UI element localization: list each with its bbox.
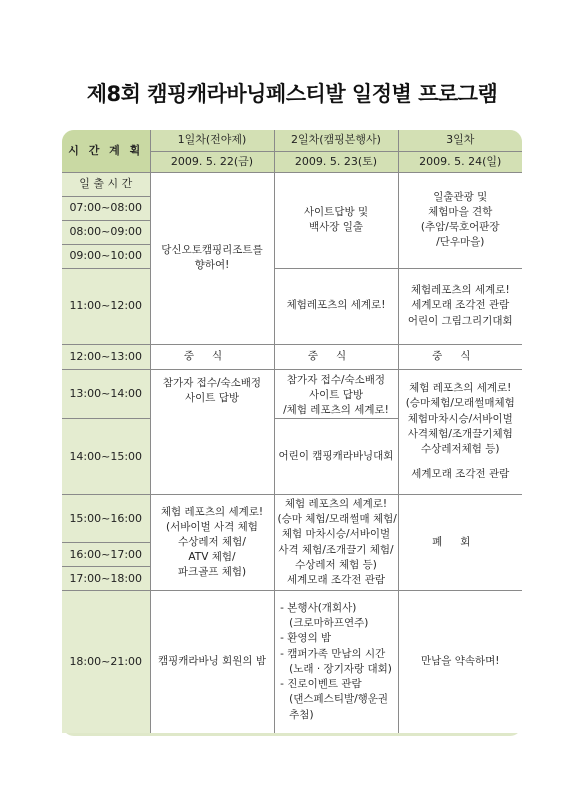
day3-header: 3일차 [398,130,522,151]
day2-activities-line: 체험 마차시승/서바이벌 [281,528,391,541]
day3-evening: 만남을 약속하며! [398,591,522,733]
day2-evening-line: - 환영의 밤 [280,632,332,645]
day2-activities-line: 사격 체험/조개끌기 체험/ [278,543,394,556]
day1-activities [150,495,274,591]
day3-lunch: 중식 [398,344,522,369]
day3-afternoon-line: (승마체험/모래썰매체험 [405,397,515,410]
schedule-table [62,130,522,733]
day2-activities-line: 체험 레포츠의 세계로! [284,498,388,510]
day2-mid-afternoon: 어린이 캠핑캐라바닝대회 [274,419,398,495]
day2-afternoon-line: 참가자 접수/숙소배정 [286,373,386,386]
day3-closing: 폐회 [398,495,522,591]
day2-afternoon [274,369,398,419]
day2-evening-line: - 진로이벤트 관람 [280,678,362,691]
day1-activities-line: (서바이벌 사격 체험 [166,520,258,533]
day2-late-morning: 체험레포츠의 세계로! [274,268,398,344]
time-slot: 일 출 시 간 [62,172,150,196]
day3-late-morning-line: 체험레포츠의 세계로! [410,284,510,297]
day1-activities-line: 체험 레포츠의 세계로! [160,505,264,518]
day1-afternoon-line: 참가자 접수/숙소배정 [162,376,262,389]
page-title: 제8회 캠핑캐라바닝페스티발 일정별 프로그램 [86,82,498,106]
time-slot: 15:00~16:00 [62,495,150,543]
time-slot: 17:00~18:00 [62,567,150,591]
time-slot: 18:00~21:00 [62,591,150,733]
schedule-header-label: 시 간 계 획 [62,130,150,172]
day3-afternoon-line: 체험 레포츠의 세계로! [409,382,512,395]
day3-afternoon-spacer [402,457,520,467]
time-slot: 13:00~14:00 [62,369,150,419]
day2-evening-line: (크로마하프연주) [289,617,369,630]
day3-early [398,172,522,268]
day3-afternoon-line: 사격체험/조개끌기체험 [407,427,513,440]
day2-early [274,172,398,268]
day2-early-line: 사이트답방 및 [303,205,369,218]
day3-early-line: 체험마을 견학 [428,205,493,218]
day2-evening-line: 추첨) [289,708,314,721]
day2-evening-line: - 본행사(개회사) [280,602,357,615]
time-slot: 07:00~08:00 [62,196,150,220]
day2-activities-line: (승마 체험/모래썰매 체험/ [277,513,397,526]
day3-early-line: 일출관광 및 [433,190,488,203]
day1-afternoon [150,369,274,495]
day1-date: 2009. 5. 22(금) [150,151,274,172]
day2-date: 2009. 5. 23(토) [274,151,398,172]
day3-afternoon-line: 체험마차시승/서바이벌 [407,412,513,425]
day1-morning-line: 향하여! [194,259,230,271]
day2-early-line: 백사장 일출 [308,221,364,233]
day2-evening-line: - 캠퍼가족 만남의 시간 [280,647,386,660]
day1-activities-line: 파크골프 체험) [177,566,247,579]
day1-activities-line: 수상레저 체험/ [178,536,246,549]
day2-afternoon-line: 사이트 답방 [308,388,364,401]
day1-activities-line: ATV 체험/ [188,551,236,564]
time-slot: 08:00~09:00 [62,220,150,244]
day2-evening-line: (댄스페스티발/행운권 [289,693,389,706]
day3-afternoon-line: 수상레저체험 등) [421,443,500,456]
day3-late-morning-line: 세계모래 조각전 관람 [411,299,510,312]
day2-evening-line: (노래 · 장기자랑 대회) [289,662,392,675]
day1-morning [150,172,274,344]
day2-evening [274,591,398,733]
day2-lunch: 중식 [274,344,398,369]
time-slot: 09:00~10:00 [62,244,150,268]
day2-header: 2일차(캠핑본행사) [274,130,398,151]
day3-late-morning [398,268,522,344]
day2-afternoon-line: /체험 레포츠의 세계로! [283,403,389,416]
day1-header: 1일차(전야제) [150,130,274,151]
day3-early-line: (추암/묵호어판장 [420,221,500,233]
day1-evening: 캠핑캐라바닝 회원의 밤 [150,591,274,733]
time-slot: 14:00~15:00 [62,419,150,495]
day2-activities-line: 세계모래 조각전 관람 [287,574,385,587]
time-slot: 11:00~12:00 [62,268,150,344]
day3-date: 2009. 5. 24(일) [398,151,522,172]
time-slot: 16:00~17:00 [62,543,150,567]
day1-afternoon-line: 사이트 답방 [184,391,240,404]
day2-activities-line: 수상레저 체험 등) [295,558,377,571]
day2-activities [274,495,398,591]
day3-early-line: /단우마을) [436,236,485,249]
day1-morning-line: 당신오토캠핑리조트를 [161,243,263,256]
day3-late-morning-line: 어린이 그림그리기대회 [407,314,513,327]
day3-afternoon-line: 세계모래 조각전 관람 [411,468,510,481]
day1-lunch: 중식 [150,344,274,369]
time-slot: 12:00~13:00 [62,344,150,369]
day3-afternoon [398,369,522,495]
